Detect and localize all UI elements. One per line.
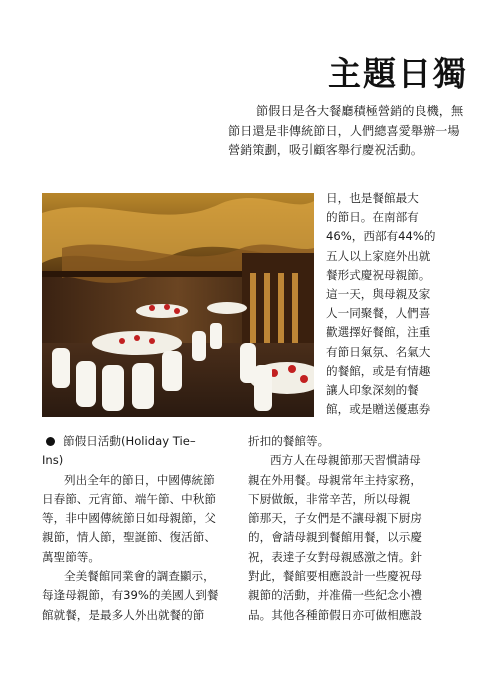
text-line: 的餐館，或是有情趣 — [326, 363, 431, 378]
left-column-text — [42, 432, 238, 625]
text-line: 親節的活動，并准備一些紀念小禮 — [248, 588, 422, 603]
text-line: 餐形式慶祝母親節。 — [326, 267, 431, 282]
text-line: 等，非中國傳統節日如母親節，父 — [42, 511, 216, 526]
section-heading-line1: 節假日活動(Holiday Tie– — [63, 434, 196, 448]
right-column-text — [326, 189, 438, 419]
text-line: 每逢母親節，有39%的美國人到餐 — [42, 588, 219, 603]
text-line: 五人以上家庭外出就 — [326, 248, 431, 263]
text-line: 人一同聚餐，人們喜 — [326, 306, 431, 321]
restaurant-banquet-illustration — [42, 193, 314, 417]
text-line: 日，也是餐館最大 — [326, 191, 419, 205]
right-continued-text — [248, 432, 440, 625]
intro-line: 節假日是各大餐廳積極營銷的良機，無 — [256, 104, 464, 118]
text-line: 下厨做飯，非常辛苦，所以母親 — [248, 491, 411, 506]
text-line: 46%，西部有44%的 — [326, 229, 436, 244]
page-title: 主題日獨 — [328, 54, 468, 93]
text-line: 有節日氣氛、名氣大 — [326, 344, 431, 359]
text-line: 列出全年的節日，中國傳統節 — [64, 472, 215, 487]
text-line: 讓人印象深刻的餐 — [326, 383, 419, 398]
text-line: 西方人在母親節那天習慣請母 — [270, 453, 421, 468]
text-line: 節那天，子女們是不讓母親下厨房 — [248, 511, 422, 526]
text-line: 的，會請母親到餐館用餐，以示慶 — [248, 530, 422, 545]
section-heading — [42, 432, 238, 451]
section-heading-line2: Ins) — [42, 453, 64, 468]
text-line: 折扣的餐館等。 — [248, 434, 330, 448]
text-line: 祝，表達子女對母親感激之情。針 — [248, 549, 422, 564]
text-line: 的節日。在南部有 — [326, 210, 419, 225]
bullet-icon — [46, 437, 55, 446]
text-line: 親在外用餐。母親常年主持家務， — [248, 472, 422, 487]
text-line: 館就餐，是最多人外出就餐的節 — [42, 607, 205, 622]
text-line: 全美餐館同業會的調查顯示， — [64, 569, 215, 584]
text-line: 品。其他各種節假日亦可做相應設 — [248, 607, 422, 622]
intro-line: 營銷策劃，吸引顧客舉行慶祝活動。 — [228, 143, 423, 157]
restaurant-photo — [42, 193, 314, 417]
text-line: 歡選擇好餐館，注重 — [326, 325, 431, 340]
text-line: 這一天，與母親及家 — [326, 287, 431, 302]
text-line: 對此，餐館要相應設計一些慶祝母 — [248, 569, 422, 584]
text-line: 親節，情人節，聖誕節、復活節、 — [42, 530, 216, 545]
intro-paragraph — [228, 102, 478, 161]
text-line: 萬聖節等。 — [42, 549, 100, 564]
intro-line: 節日還是非傳統節日，人們總喜愛舉辦一場 — [228, 123, 460, 138]
text-line: 館，或是贈送優惠券 — [326, 402, 431, 417]
text-line: 日春節、元宵節、端午節、中秋節 — [42, 491, 216, 506]
